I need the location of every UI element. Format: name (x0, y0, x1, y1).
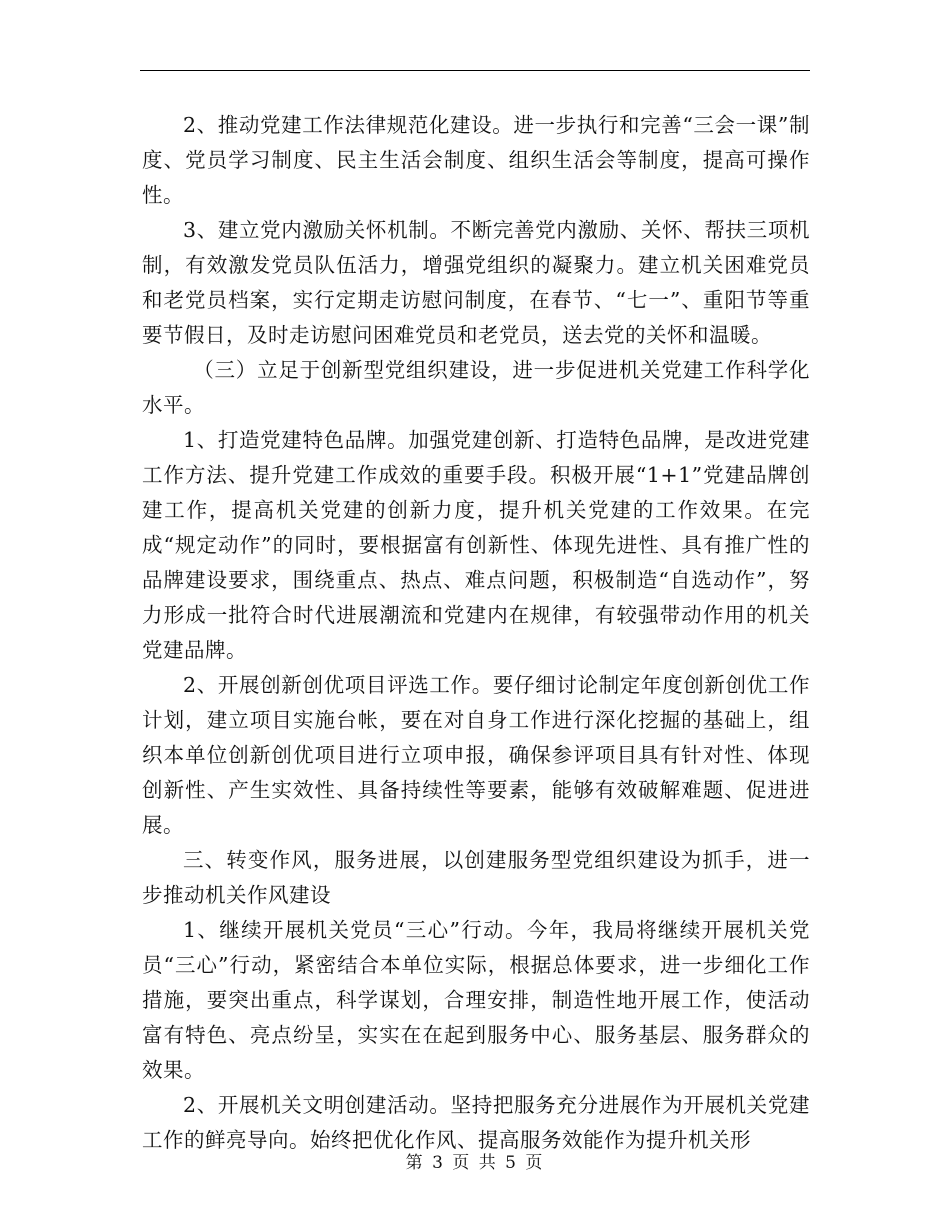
section-heading: （三）立足于创新型党组织建设，进一步促进机关党建工作科学化水平。 (142, 358, 810, 417)
paragraph: 1、打造党建特色品牌。加强党建创新、打造特色品牌，是改进党建工作方法、提升党建工作成效的重要手段。积极开展“1+1”党建品牌创建工作，提高机关党建的创新力度，提升机关党建的工作效果。在完成“规定动作”的同时，要根据富有创新性、体现先进性、具有推广性的品牌建设要求，围绕重点、热点、难点问题，积极制造“自选动作”，努力形成一批符合时代进展潮流和党建内在规律，有较强带动作用的机关党建品牌。 (142, 428, 810, 662)
section-heading: 三、转变作风，服务进展，以创建服务型党组织建设为抓手，进一步推动机关作风建设 (142, 848, 810, 907)
paragraph: 3、建立党内激励关怀机制。不断完善党内激励、关怀、帮扶三项机制，有效激发党员队伍活力，增强党组织的凝聚力。建立机关困难党员和老党员档案，实行定期走访慰问制度，在春节、“七一”、重阳节等重要节假日，及时走访慰问困难党员和老党员，送去党的关怀和温暖。 (142, 218, 810, 347)
paragraph: 2、推动党建工作法律规范化建设。进一步执行和完善“三会一课”制度、党员学习制度、民主生活会制度、组织生活会等制度，提高可操作性。 (142, 113, 810, 207)
paragraph: 2、开展机关文明创建活动。坚持把服务充分进展作为开展机关党建工作的鲜亮导向。始终把优化作风、提高服务效能作为提升机关形 (142, 1093, 810, 1152)
paragraph: 2、开展创新创优项目评选工作。要仔细讨论制定年度创新创优工作计划，建立项目实施台帐，要在对自身工作进行深化挖掘的基础上，组织本单位创新创优项目进行立项申报，确保参评项目具有针对性、体现创新性、产生实效性、具备持续性等要素，能够有效破解难题、促进进展。 (142, 673, 810, 837)
body-text (142, 108, 810, 1158)
paragraph: 1、继续开展机关党员“三心”行动。今年，我局将继续开展机关党员“三心”行动，紧密结合本单位实际，根据总体要求，进一步细化工作措施，要突出重点，科学谋划，合理安排，制造性地开展工作，使活动富有特色、亮点纷呈，实实在在起到服务中心、服务基层、服务群众的效果。 (142, 918, 810, 1082)
header-rule (140, 70, 810, 71)
page-number: 第 3 页 共 5 页 (405, 1153, 545, 1173)
